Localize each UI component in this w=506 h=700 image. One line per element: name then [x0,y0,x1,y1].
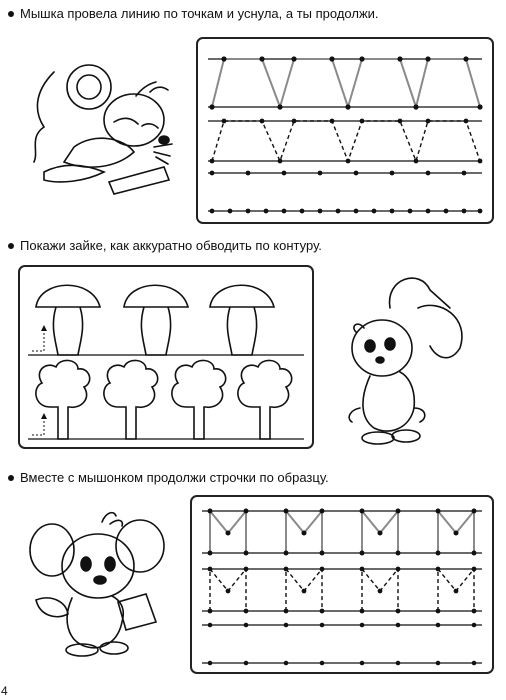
bullet-icon [8,475,14,481]
exercise-1-text: Мышка провела линию по точкам и уснула, а ты продолжи. [20,6,379,21]
tree-shape [36,360,90,439]
dashed-letters [210,569,474,611]
exercise-2-text: Покажи зайке, как аккуратно обводить по контуру. [20,238,322,253]
mouse-with-bag-icon [22,510,182,660]
traced-letters [210,511,474,553]
letter-pattern-guides [192,497,492,672]
traced-zigzag [212,59,480,107]
bunny-icon [330,268,480,448]
sleeping-mouse-icon [14,52,174,202]
mushroom-shape [124,285,188,355]
contour-shapes [20,267,312,447]
tree-shape [172,360,226,439]
mushroom-shape [36,285,100,355]
letter-pattern-panel [190,495,494,674]
tree-shape [238,360,292,439]
page-number: 4 [1,684,8,698]
tree-shape [104,360,158,439]
exercise-2-instruction [8,238,322,253]
exercise-1-instruction [8,6,379,21]
dashed-zigzag [212,121,480,161]
contour-tracing-panel [18,265,314,449]
exercise-3-text: Вместе с мышонком продолжи строчки по образцу. [20,470,329,485]
dotted-line-panel [196,37,494,224]
exercise-3-instruction [8,470,329,485]
bullet-icon [8,243,14,249]
dotted-line-guides [198,39,492,222]
mushroom-shape [210,285,274,355]
bullet-icon [8,11,14,17]
